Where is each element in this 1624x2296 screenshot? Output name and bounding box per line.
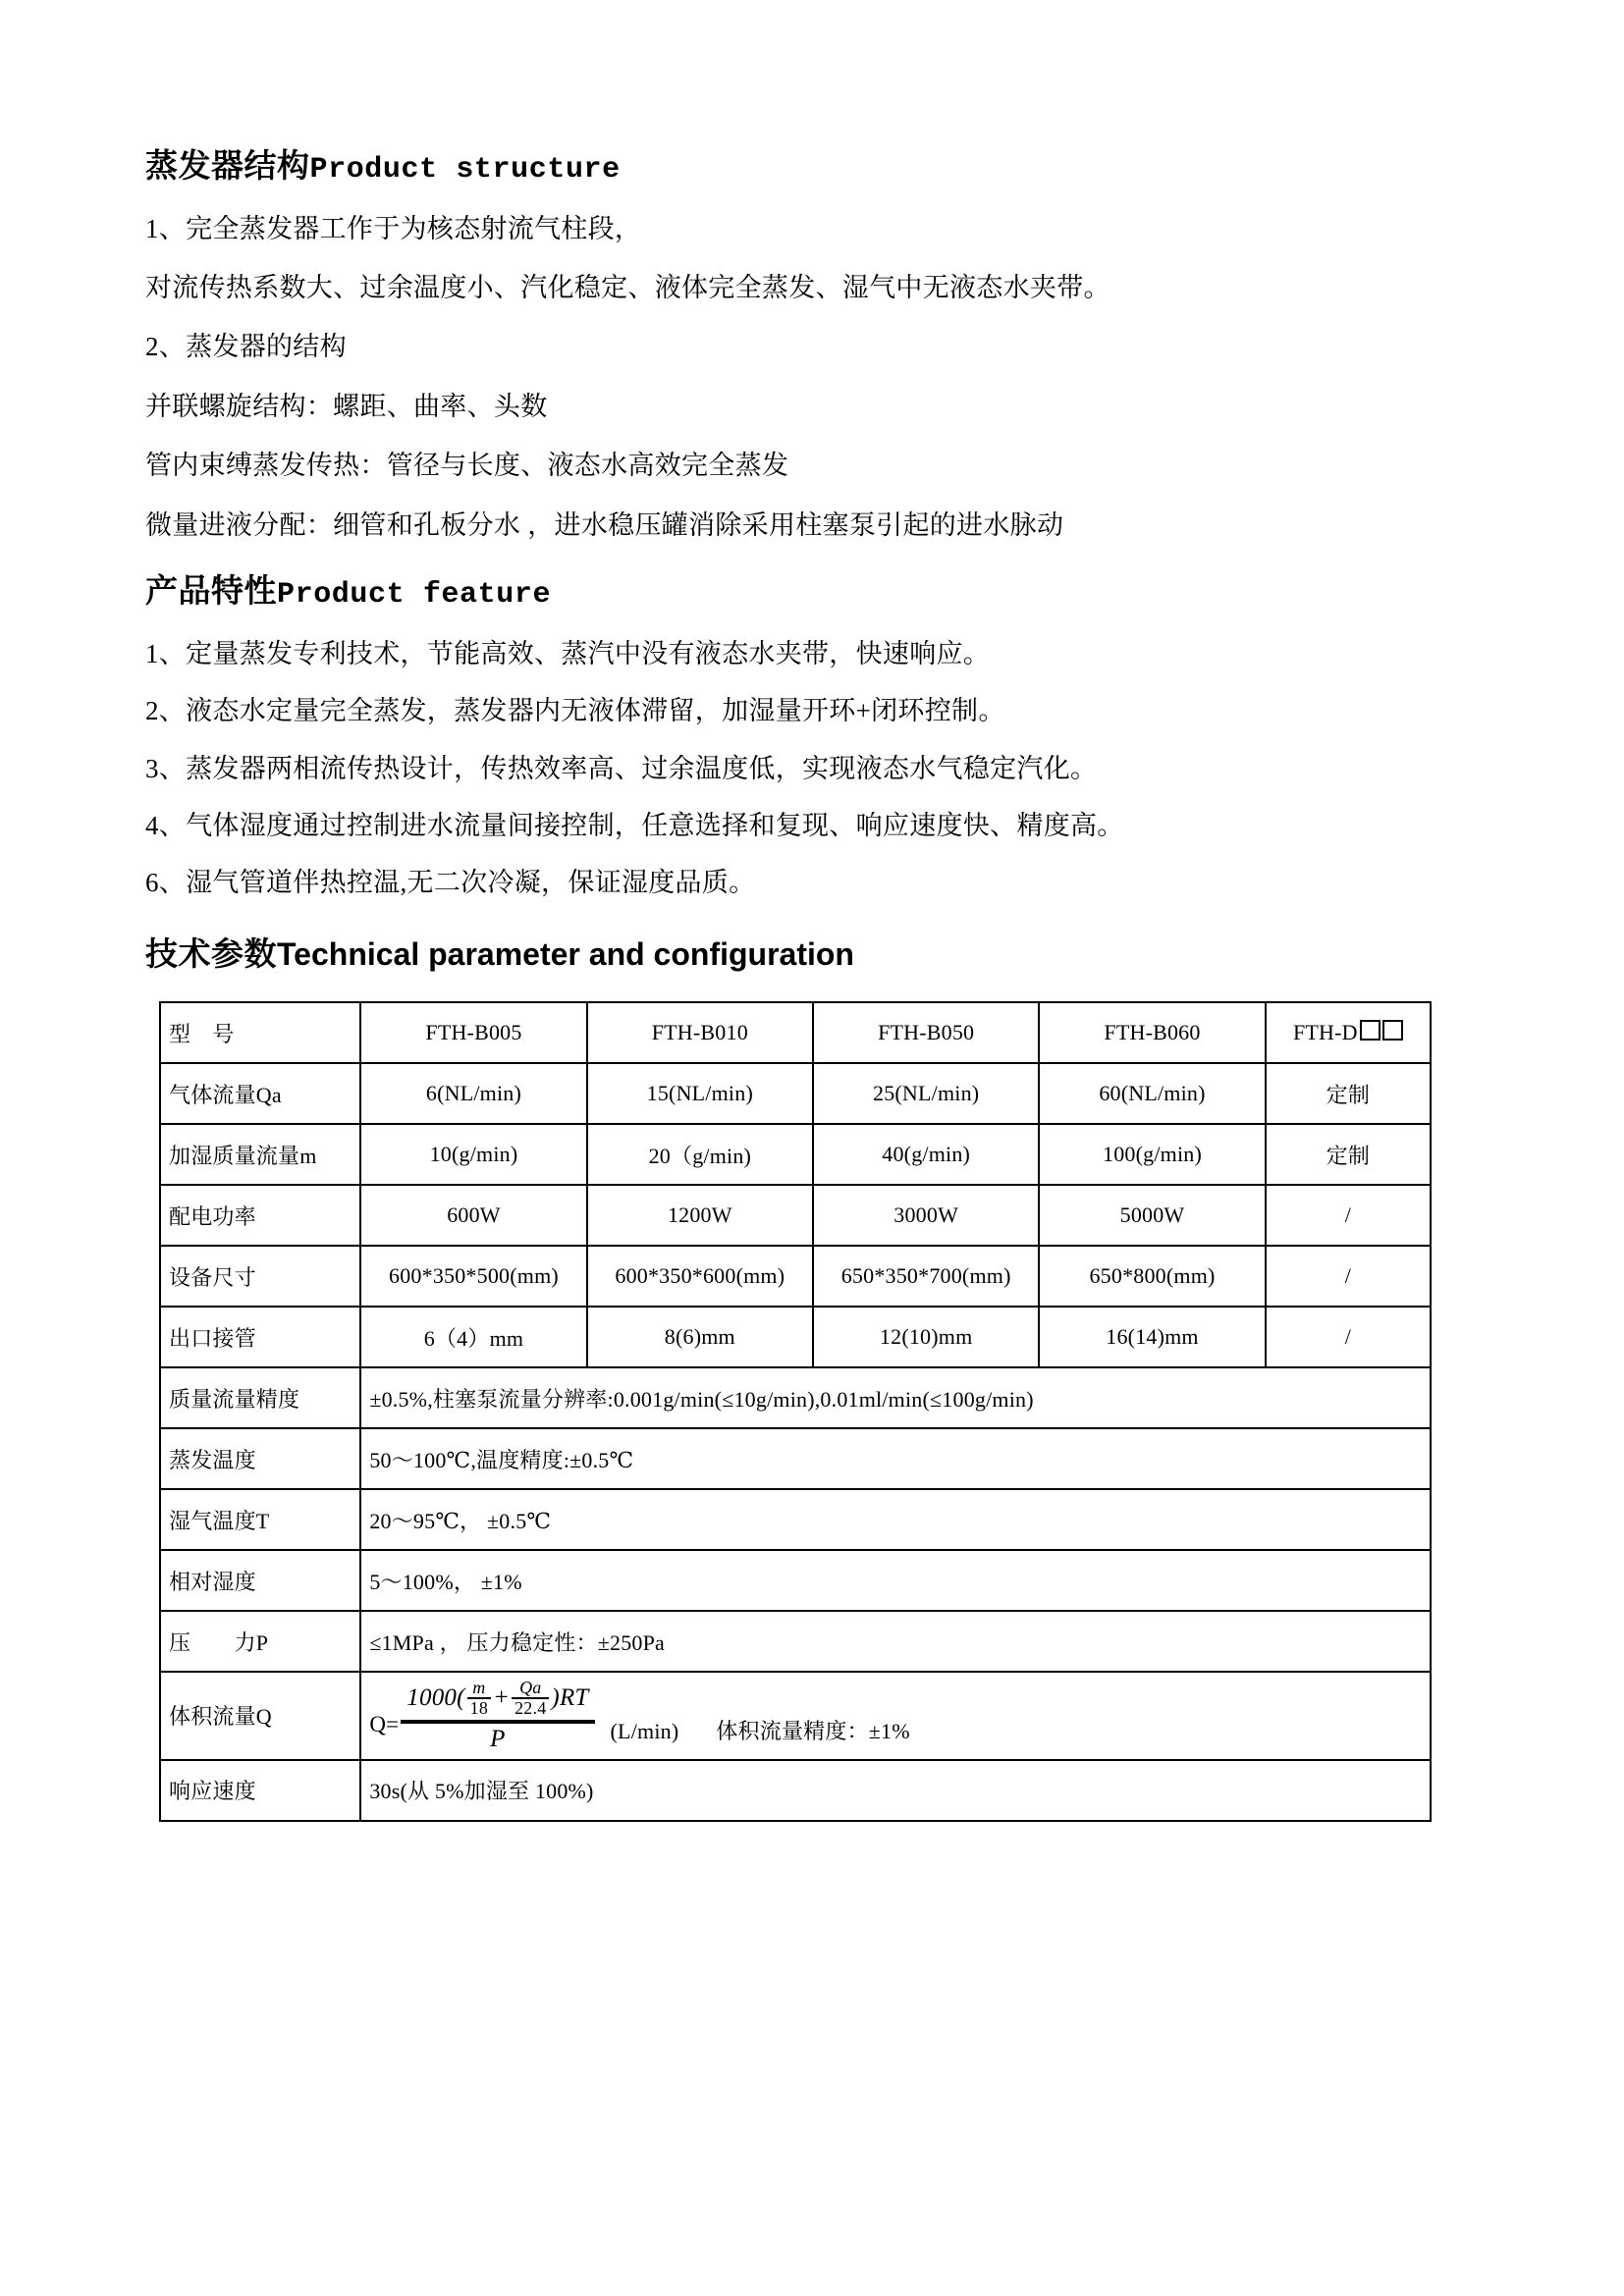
row-label: 配电功率: [160, 1185, 360, 1246]
row-label: 出口接管: [160, 1307, 360, 1367]
formula-224: 22.4: [514, 1697, 547, 1718]
row-cell: ≤1MPa ， 压力稳定性：±250Pa: [360, 1611, 1431, 1672]
table-header-model-4: FTH-B060: [1039, 1002, 1265, 1063]
heading-product-feature-en: Product feature: [277, 578, 552, 613]
formula-numerator-prefix: 1000(: [406, 1683, 465, 1711]
structure-line-3: 2、蒸发器的结构: [145, 332, 347, 362]
row-cell: 1200W: [587, 1185, 813, 1246]
heading-product-structure-en: Product structure: [309, 153, 621, 187]
table-header-row: [160, 1002, 1431, 1063]
row-cell: 8(6)mm: [587, 1307, 813, 1367]
feature-line-2: 2、液态水定量完全蒸发，蒸发器内无液体滞留，加湿量开环+闭环控制。: [145, 696, 1005, 726]
formula-accuracy: 体积流量精度：±1%: [716, 1718, 910, 1743]
row-label: 加湿质量流量m: [160, 1124, 360, 1185]
row-cell: 10(g/min): [360, 1124, 586, 1185]
heading-product-feature: [145, 572, 1477, 614]
table-row: [160, 1428, 1431, 1489]
formula-m: m: [472, 1678, 486, 1698]
table-header-model-label: 型 号: [160, 1002, 360, 1063]
row-label: 蒸发温度: [160, 1428, 360, 1489]
feature-line-1: 1、定量蒸发专利技术，节能高效、蒸汽中没有液态水夹带，快速响应。: [145, 638, 991, 668]
custom-model-prefix: FTH-D: [1292, 1020, 1358, 1045]
formula-numerator-suffix: )RT: [551, 1683, 589, 1711]
row-label: 设备尺寸: [160, 1246, 360, 1307]
table-header-model-custom: [1266, 1002, 1431, 1063]
table-header-model-3: FTH-B050: [813, 1002, 1039, 1063]
table-row: [160, 1611, 1431, 1672]
heading-technical-parameter-en: Technical parameter and configuration: [277, 935, 854, 972]
table-row: [160, 1185, 1431, 1246]
row-label: 湿气温度T: [160, 1489, 360, 1550]
row-cell: 20～95℃， ±0.5℃: [360, 1489, 1431, 1550]
heading-product-feature-cn: 产品特性: [145, 574, 277, 611]
formula-q-equals: Q=: [369, 1711, 400, 1736]
formula-denominator: P: [490, 1725, 506, 1752]
row-cell: 5～100%， ±1%: [360, 1550, 1431, 1611]
table-header-model-2: FTH-B010: [587, 1002, 813, 1063]
feature-line-4: 4、气体湿度通过控制进水流量间接控制，任意选择和复现、响应速度快、精度高。: [145, 810, 1124, 840]
formula-qa: Qa: [519, 1678, 542, 1698]
row-cell: 60(NL/min): [1039, 1063, 1265, 1124]
row-cell: ±0.5%,柱塞泵流量分辨率:0.001g/min(≤10g/min),0.01ml/min(≤100g/min): [360, 1367, 1431, 1428]
feature-line-5: 6、湿气管道伴热控温,无二次冷凝，保证湿度品质。: [145, 868, 756, 898]
formula-inner-fraction-qa224: [512, 1679, 549, 1718]
table-row-formula: [160, 1672, 1431, 1760]
table-row: [160, 1760, 1431, 1821]
row-cell: 20（g/min): [587, 1124, 813, 1185]
row-cell: 15(NL/min): [587, 1063, 813, 1124]
row-cell: 6(NL/min): [360, 1063, 586, 1124]
heading-technical-parameter-cn: 技术参数: [145, 936, 277, 973]
row-cell: 600W: [360, 1185, 586, 1246]
row-label: 质量流量精度: [160, 1367, 360, 1428]
formula-fraction: [401, 1679, 594, 1753]
row-label: 体积流量Q: [160, 1672, 360, 1760]
formula-18: 18: [469, 1697, 489, 1718]
feature-line-3: 3、蒸发器两相流传热设计，传热效率高、过余温度低，实现液态水气稳定汽化。: [145, 753, 1098, 783]
table-row: [160, 1246, 1431, 1307]
row-cell: 6（4）mm: [360, 1307, 586, 1367]
formula-inner-fraction-m18: [467, 1679, 491, 1718]
row-cell: 40(g/min): [813, 1124, 1039, 1185]
row-cell: 定制: [1266, 1124, 1431, 1185]
row-cell: /: [1266, 1246, 1431, 1307]
heading-product-structure: [145, 147, 1477, 189]
technical-parameter-table: [159, 1001, 1432, 1822]
volumetric-flow-formula: [360, 1672, 1431, 1760]
structure-line-4: 并联螺旋结构：螺距、曲率、头数: [145, 391, 548, 421]
row-label: 响应速度: [160, 1760, 360, 1821]
row-cell: 650*800(mm): [1039, 1246, 1265, 1307]
empty-box-icon: [1360, 1020, 1380, 1041]
table-header-model-1: FTH-B005: [360, 1002, 586, 1063]
structure-line-5: 管内束缚蒸发传热：管径与长度、液态水高效完全蒸发: [145, 451, 789, 481]
structure-line-1: 1、完全蒸发器工作于为核态射流气柱段，: [145, 213, 642, 243]
table-row: [160, 1307, 1431, 1367]
table-row: [160, 1124, 1431, 1185]
row-cell: 30s(从 5%加湿至 100%): [360, 1760, 1431, 1821]
row-cell: 650*350*700(mm): [813, 1246, 1039, 1307]
row-label: 相对湿度: [160, 1550, 360, 1611]
row-cell: 100(g/min): [1039, 1124, 1265, 1185]
row-cell: 16(14)mm: [1039, 1307, 1265, 1367]
row-cell: 5000W: [1039, 1185, 1265, 1246]
table-row: [160, 1063, 1431, 1124]
row-cell: 定制: [1266, 1063, 1431, 1124]
table-row: [160, 1367, 1431, 1428]
row-label: 压 力P: [160, 1611, 360, 1672]
row-cell: 600*350*600(mm): [587, 1246, 813, 1307]
row-label: 气体流量Qa: [160, 1063, 360, 1124]
row-cell: 3000W: [813, 1185, 1039, 1246]
row-cell: 600*350*500(mm): [360, 1246, 586, 1307]
heading-technical-parameter: [145, 934, 1477, 976]
row-cell: 50～100℃,温度精度:±0.5℃: [360, 1428, 1431, 1489]
structure-line-2: 对流传热系数大、过余温度小、汽化稳定、液体完全蒸发、湿气中无液态水夹带。: [145, 272, 1110, 302]
empty-box-icon: [1382, 1020, 1403, 1041]
row-cell: 12(10)mm: [813, 1307, 1039, 1367]
table-row: [160, 1550, 1431, 1611]
row-cell: /: [1266, 1307, 1431, 1367]
heading-product-structure-cn: 蒸发器结构: [145, 149, 310, 185]
row-cell: /: [1266, 1185, 1431, 1246]
table-row: [160, 1489, 1431, 1550]
structure-line-6: 微量进液分配：细管和孔板分水 ，进水稳压罐消除采用柱塞泵引起的进水脉动: [145, 509, 1064, 540]
formula-plus: +: [493, 1683, 511, 1711]
formula-unit: (L/min): [610, 1718, 679, 1743]
row-cell: 25(NL/min): [813, 1063, 1039, 1124]
